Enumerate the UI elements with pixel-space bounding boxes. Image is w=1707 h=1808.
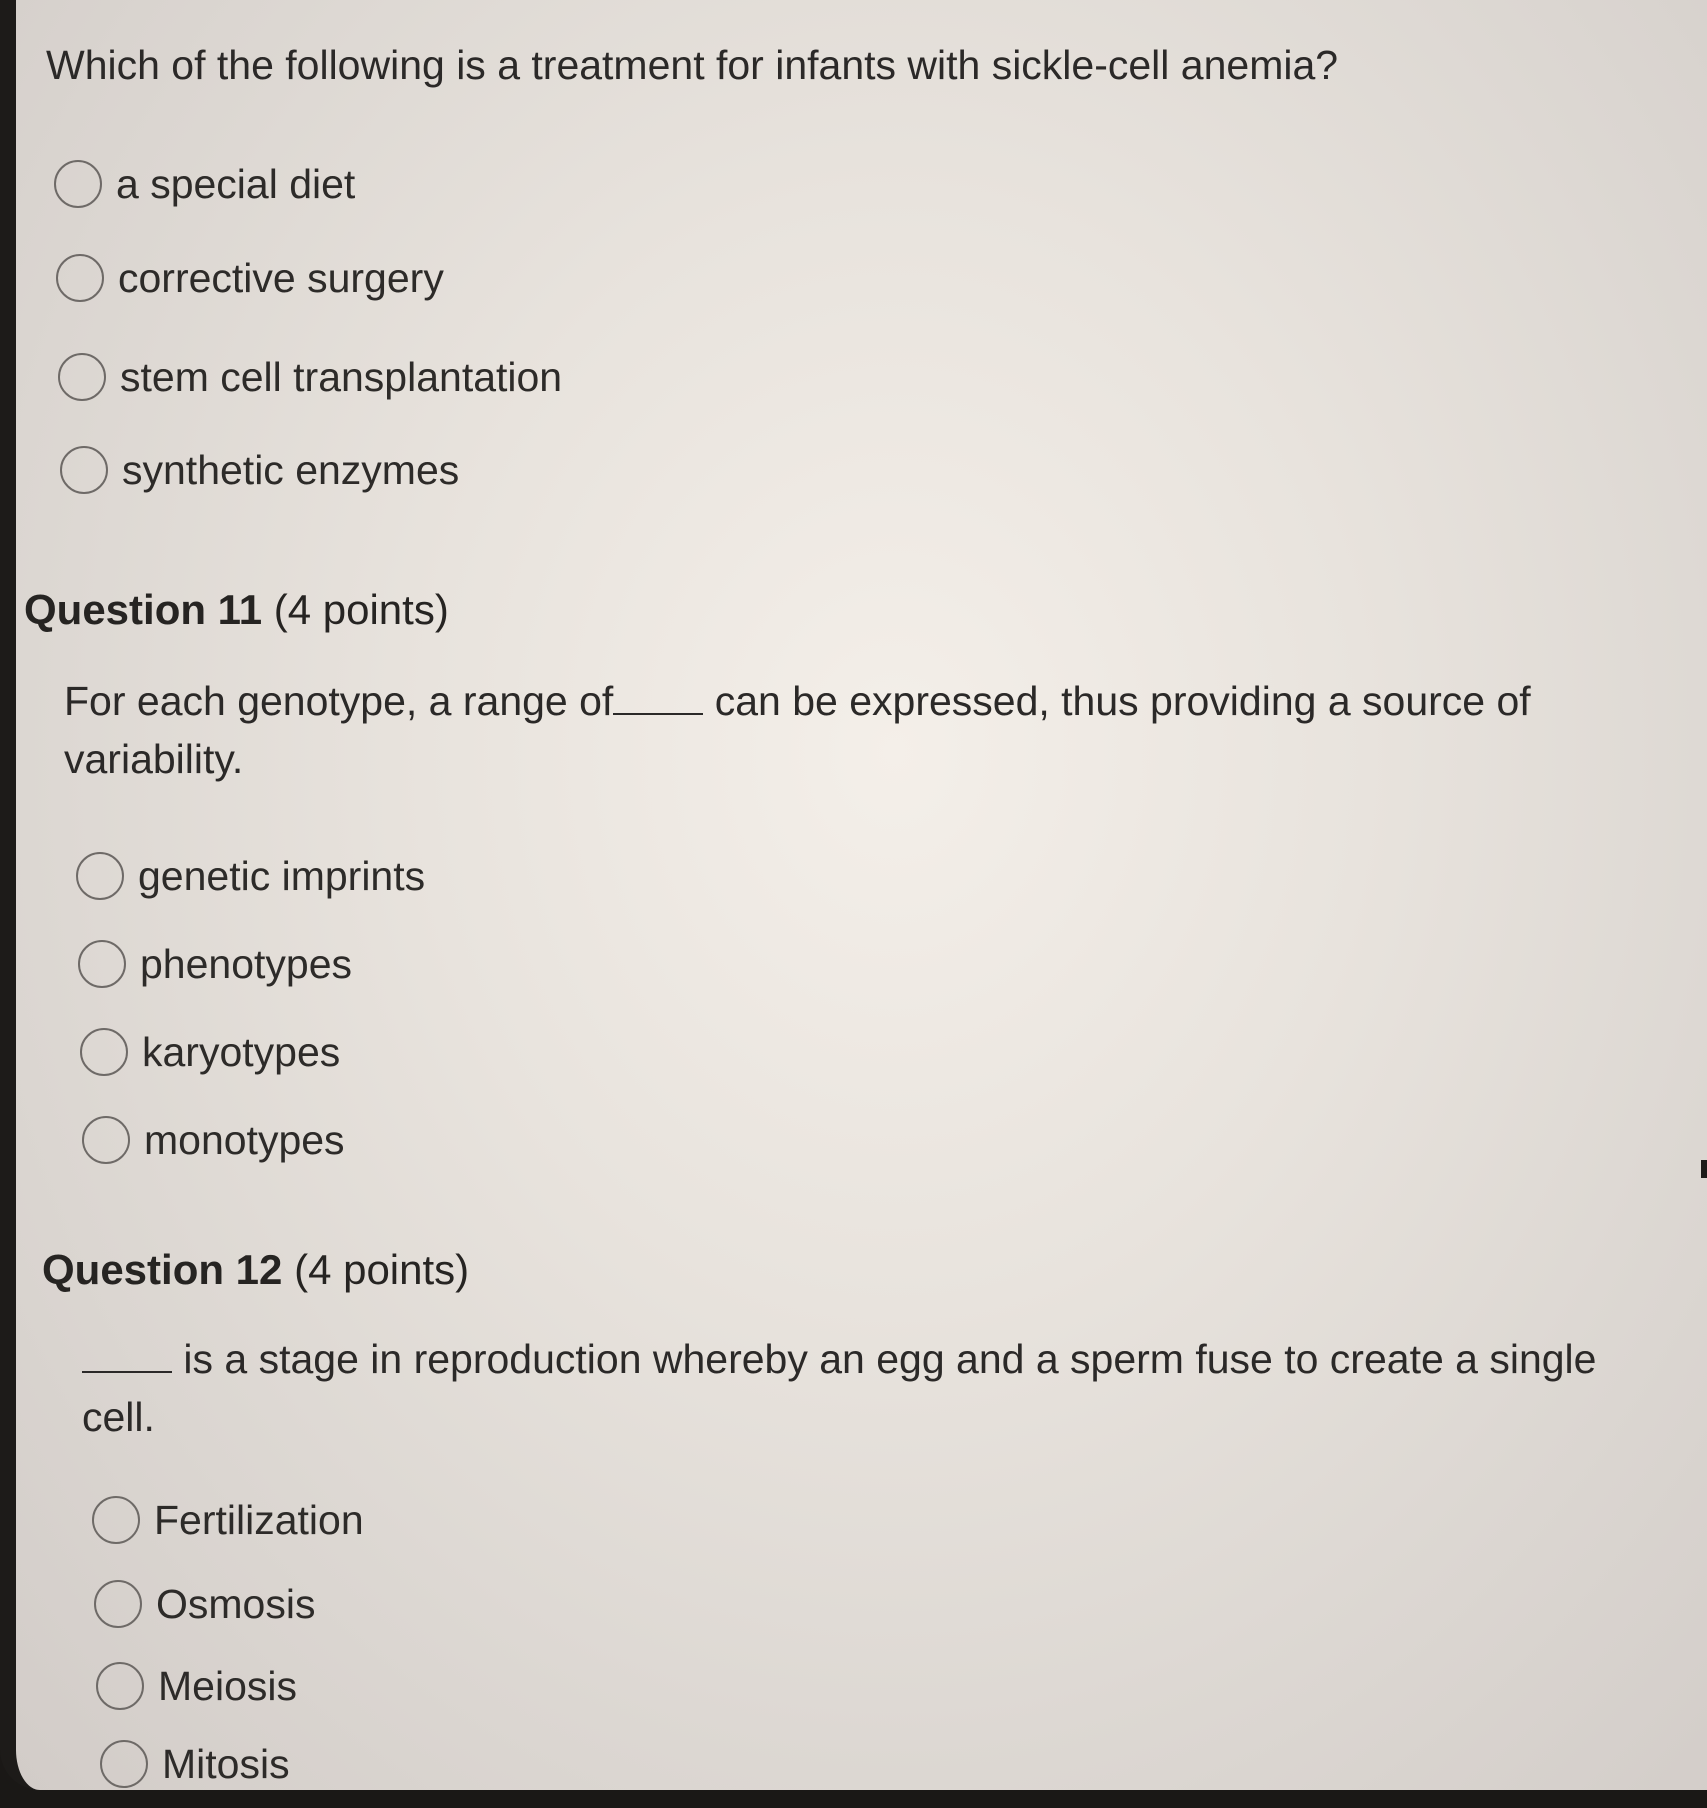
option-label: Mitosis [162,1740,290,1787]
question-points: (4 points) [294,1246,470,1293]
radio-button[interactable] [54,160,102,208]
option-label: corrective surgery [118,254,444,301]
option-label: a special diet [116,160,356,207]
option-label: Osmosis [156,1580,316,1627]
answer-blank [613,683,703,715]
option-label: karyotypes [142,1028,341,1075]
radio-button[interactable] [60,446,108,494]
radio-button[interactable] [76,852,124,900]
question-11-option-4[interactable] [82,1116,345,1164]
prompt-text-start: For each genotype, a range of [64,678,614,724]
option-label: phenotypes [140,940,353,987]
question-11-option-2[interactable] [78,940,352,988]
question-11-heading [24,586,449,634]
question-11-prompt [64,672,1624,788]
radio-button[interactable] [100,1740,148,1788]
question-12-option-2[interactable] [94,1580,315,1628]
option-label: synthetic enzymes [122,446,460,493]
question-10-option-4[interactable] [60,446,459,494]
radio-button[interactable] [92,1496,140,1544]
radio-button[interactable] [82,1116,130,1164]
option-label: Fertilization [154,1496,364,1543]
prompt-text-end: can be expressed, thus providing a source of variability. [64,678,1531,782]
radio-button[interactable] [56,254,104,302]
option-label: stem cell transplantation [120,353,563,400]
question-10-option-2[interactable] [56,254,444,302]
question-points: (4 points) [273,586,449,633]
radio-button[interactable] [96,1662,144,1710]
radio-button[interactable] [58,353,106,401]
question-12-prompt [82,1330,1642,1446]
question-12-option-4[interactable] [100,1740,290,1788]
prompt-text: is a stage in reproduction whereby an egg and a sperm fuse to create a single cell. [82,1336,1597,1440]
option-label: genetic imprints [138,852,426,899]
option-label: monotypes [144,1116,345,1163]
scrollbar-edge [1701,1160,1707,1178]
radio-button[interactable] [78,940,126,988]
radio-button[interactable] [94,1580,142,1628]
question-10-option-3[interactable] [58,353,562,401]
option-label: Meiosis [158,1662,297,1709]
radio-button[interactable] [80,1028,128,1076]
question-11-option-1[interactable] [76,852,425,900]
question-12-option-3[interactable] [96,1662,297,1710]
question-12-option-1[interactable] [92,1496,364,1544]
question-number: Question 11 [24,586,263,633]
question-11-option-3[interactable] [80,1028,340,1076]
question-10-option-1[interactable] [54,160,355,208]
answer-blank [82,1341,172,1373]
question-12-heading [42,1246,469,1294]
question-10-prompt: Which of the following is a treatment for infants with sickle-cell anemia? [46,42,1339,88]
question-number: Question 12 [42,1246,283,1293]
